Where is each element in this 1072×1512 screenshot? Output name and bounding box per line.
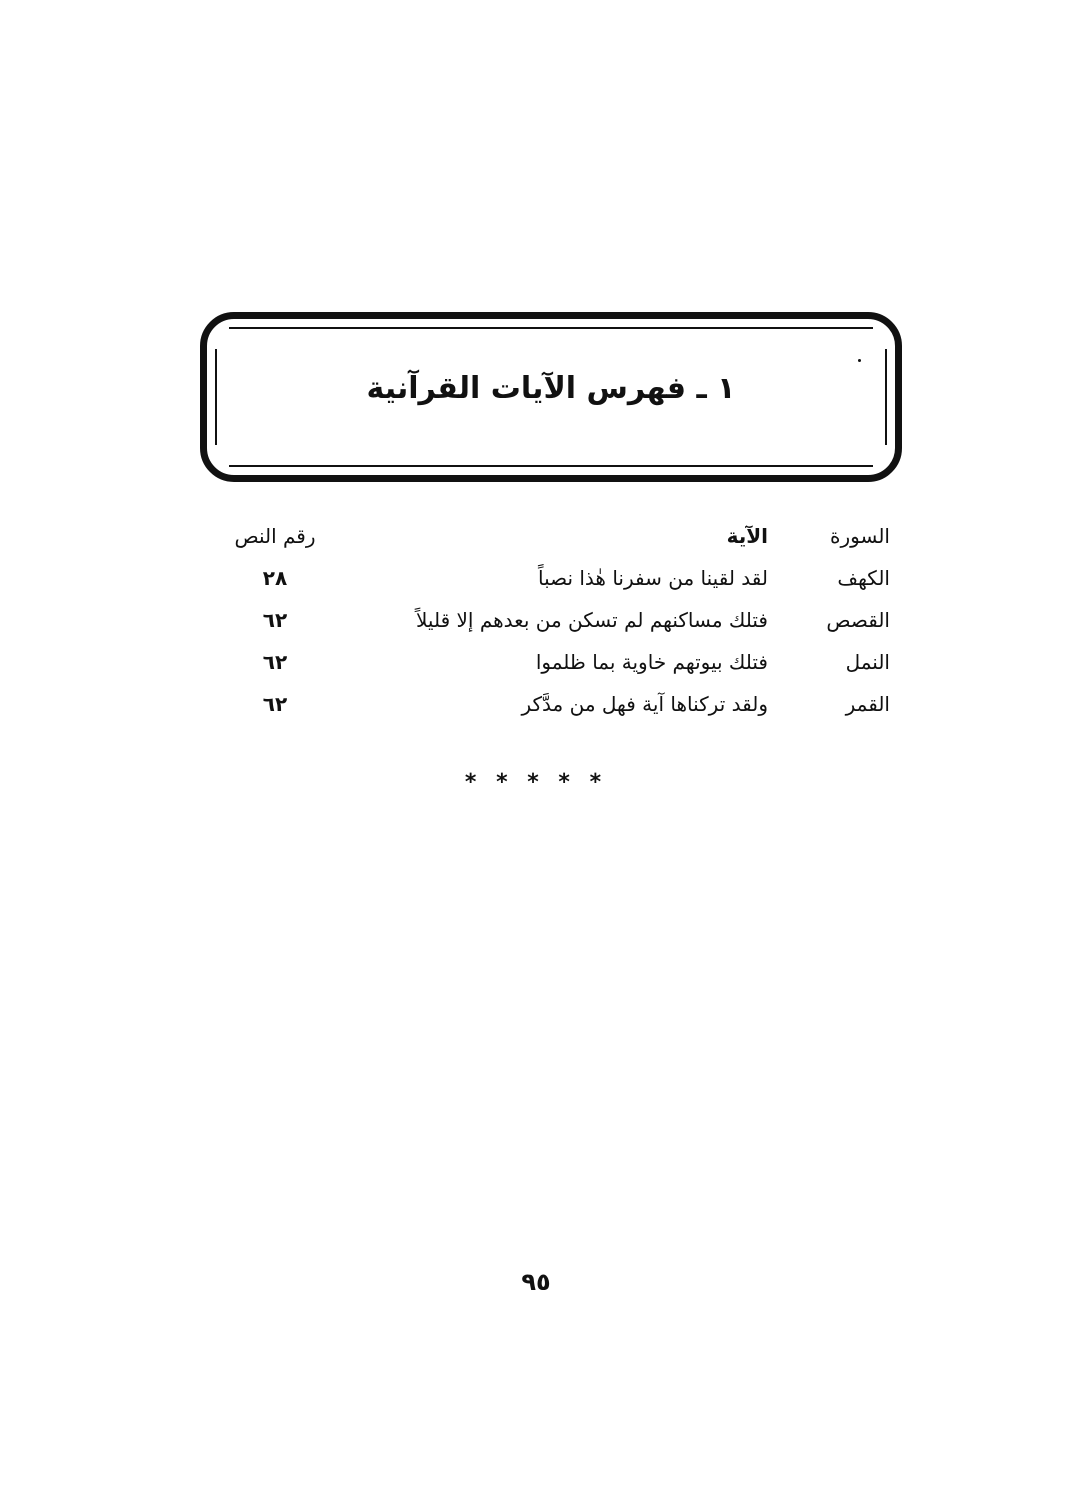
table-row	[230, 560, 890, 602]
row-verse: فتلك بيوتهم خاوية بما ظلموا	[535, 650, 768, 674]
frame-top-rule	[229, 327, 873, 329]
table-row	[230, 686, 890, 728]
page-title: ١ ـ فهرس الآيات القرآنية	[366, 371, 736, 406]
row-text-number: ٢٨	[262, 566, 288, 590]
row-text-number: ٦٢	[262, 692, 288, 716]
verse-index-table	[230, 518, 890, 728]
row-surah: الكهف	[837, 566, 890, 590]
header-surah: السورة	[830, 524, 890, 548]
frame-dot	[858, 359, 861, 362]
table-header-row	[230, 518, 890, 560]
header-text-number: رقم النص	[234, 524, 316, 548]
page-number: ٩٥	[521, 1268, 551, 1296]
section-separator: * * * * *	[464, 770, 608, 795]
row-surah: القمر	[845, 692, 890, 716]
row-surah: القصص	[826, 608, 890, 632]
title-frame	[200, 312, 902, 482]
row-text-number: ٦٢	[262, 650, 288, 674]
table-row	[230, 644, 890, 686]
row-verse: فتلك مساكنهم لم تسكن من بعدهم إلا قليلاً	[415, 608, 768, 632]
table-row	[230, 602, 890, 644]
row-verse: لقد لقينا من سفرنا هٰذا نصباً	[537, 566, 768, 590]
header-verse: الآية	[726, 524, 768, 548]
row-surah: النمل	[845, 650, 890, 674]
row-text-number: ٦٢	[262, 608, 288, 632]
frame-bottom-rule	[229, 465, 873, 467]
row-verse: ولقد تركناها آية فهل من مدَّكر	[521, 692, 768, 716]
